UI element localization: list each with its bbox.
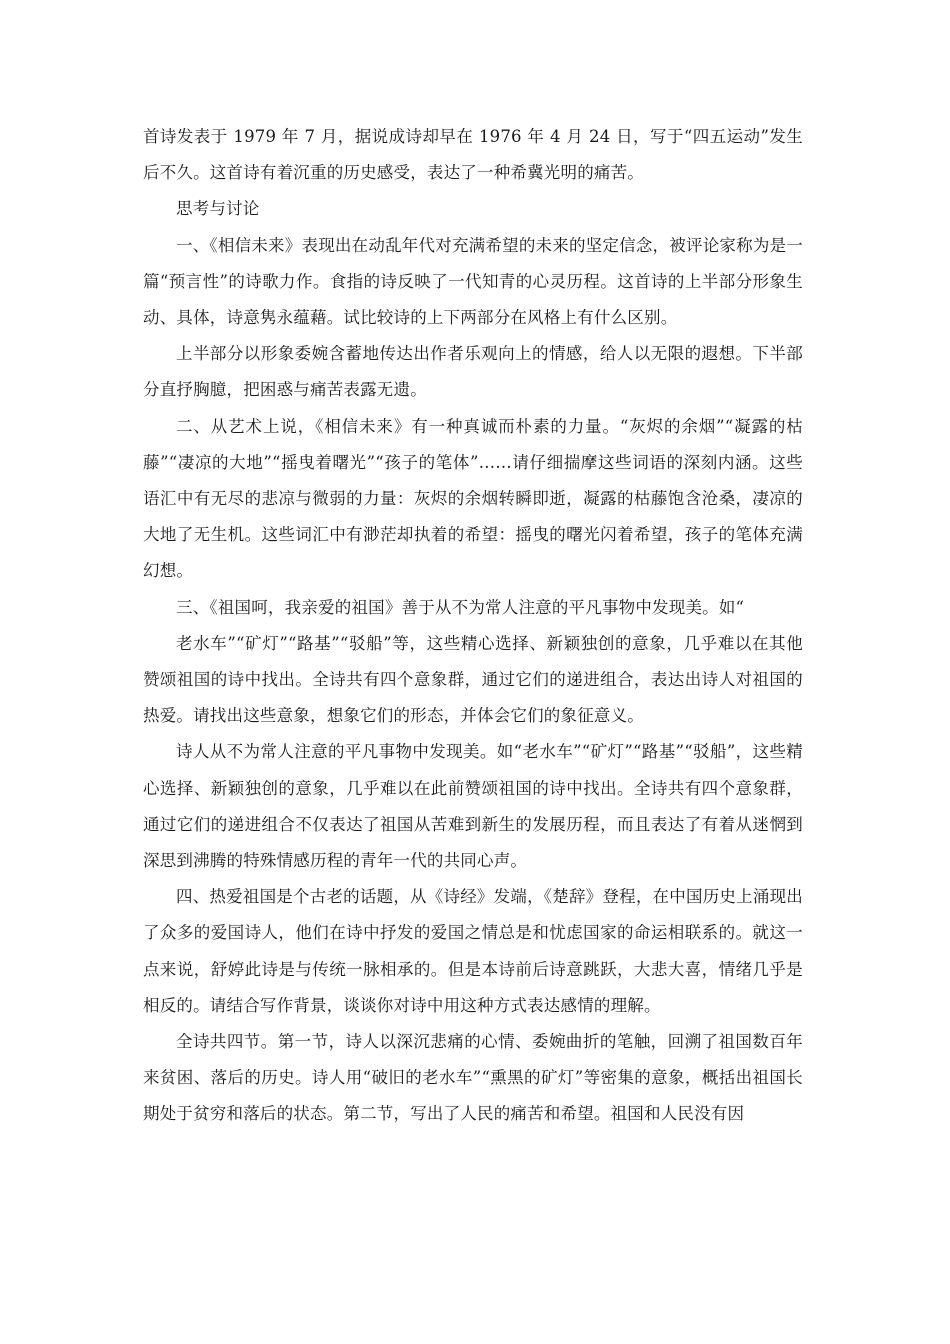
question-answer-2: 二、从艺术上说，《相信未来》有一种真诚而朴素的力量。“灰烬的余烟”“凝露的枯藤”“凄凉的大地”“摇曳着曙光”“孩子的笔体”……请仔细揣摩这些词语的深刻内涵。这些语汇中有无尽的悲凉与微弱的力量：灰烬的余烟转瞬即逝，凝露的枯藤饱含沧桑，凄凉的大地了无生机。这些词汇中有渺茫却执着的希望：摇曳的曙光闪着希望，孩子的笔体充满幻想。 <box>143 416 803 581</box>
answer-4: 全诗共四节。第一节，诗人以深沉悲痛的心情、委婉曲折的笔触，回溯了祖国数百年来贫困、落后的历史。诗人用“破旧的老水车”“熏黑的矿灯”等密集的意象，概括出祖国长期处于贫穷和落后的状态。第二节，写出了人民的痛苦和希望。祖国和人民没有因 <box>143 1032 803 1124</box>
question-3-intro: 三、《祖国呵，我亲爱的祖国》善于从不为常人注意的平凡事物中发现美。如“ <box>176 597 745 617</box>
paragraph-poem-background: 首诗发表于 1979 年 7 月，据说成诗却早在 1976 年 4 月 24 日，写于“四五运动”发生后不久。这首诗有着沉重的历史感受，表达了一种希冀光明的痛苦。 <box>143 127 803 183</box>
question-4: 四、热爱祖国是个古老的话题，从《诗经》发端，《楚辞》登程，在中国历史上涌现出了众多的爱国诗人，他们在诗中抒发的爱国之情总是和忧虑国家的命运相联系的。就这一点来说，舒婷此诗是与传统一脉相承的。但是本诗前后诗意跳跃，大悲大喜，情绪几乎是相反的。请结合写作背景，谈谈你对诗中用这种方式表达感情的理解。 <box>143 887 803 1015</box>
document-body <box>143 119 803 1133</box>
section-heading-discussion: 思考与讨论 <box>176 199 260 219</box>
question-1: 一、《相信未来》表现出在动乱年代对充满希望的未来的坚定信念，被评论家称为是一篇“预言性”的诗歌力作。食指的诗反映了一代知青的心灵历程。这首诗的上半部分形象生动、具体，诗意隽永蕴藉。试比较诗的上下两部分在风格上有什么区别。 <box>143 235 803 328</box>
question-3-body: 老水车”“矿灯”“路基”“驳船”等，这些精心选择、新颖独创的意象，几乎难以在其他赞颂祖国的诗中找出。全诗共有四个意象群，通过它们的递进组合，表达出诗人对祖国的热爱。请找出这些意象，想象它们的形态，并体会它们的象征意义。 <box>143 633 803 726</box>
answer-1: 上半部分以形象委婉含蓄地传达出作者乐观向上的情感，给人以无限的遐想。下半部分直抒胸臆，把困惑与痛苦表露无遗。 <box>143 344 803 400</box>
answer-3: 诗人从不为常人注意的平凡事物中发现美。如“老水车”“矿灯”“路基”“驳船”，这些精心选择、新颖独创的意象，几乎难以在此前赞颂祖国的诗中找出。全诗共有四个意象群，通过它们的递进组合不仅表达了祖国从苦难到新生的发展历程，而且表达了有着从迷惘到深思到沸腾的特殊情感历程的青年一代的共同心声。 <box>143 742 803 871</box>
